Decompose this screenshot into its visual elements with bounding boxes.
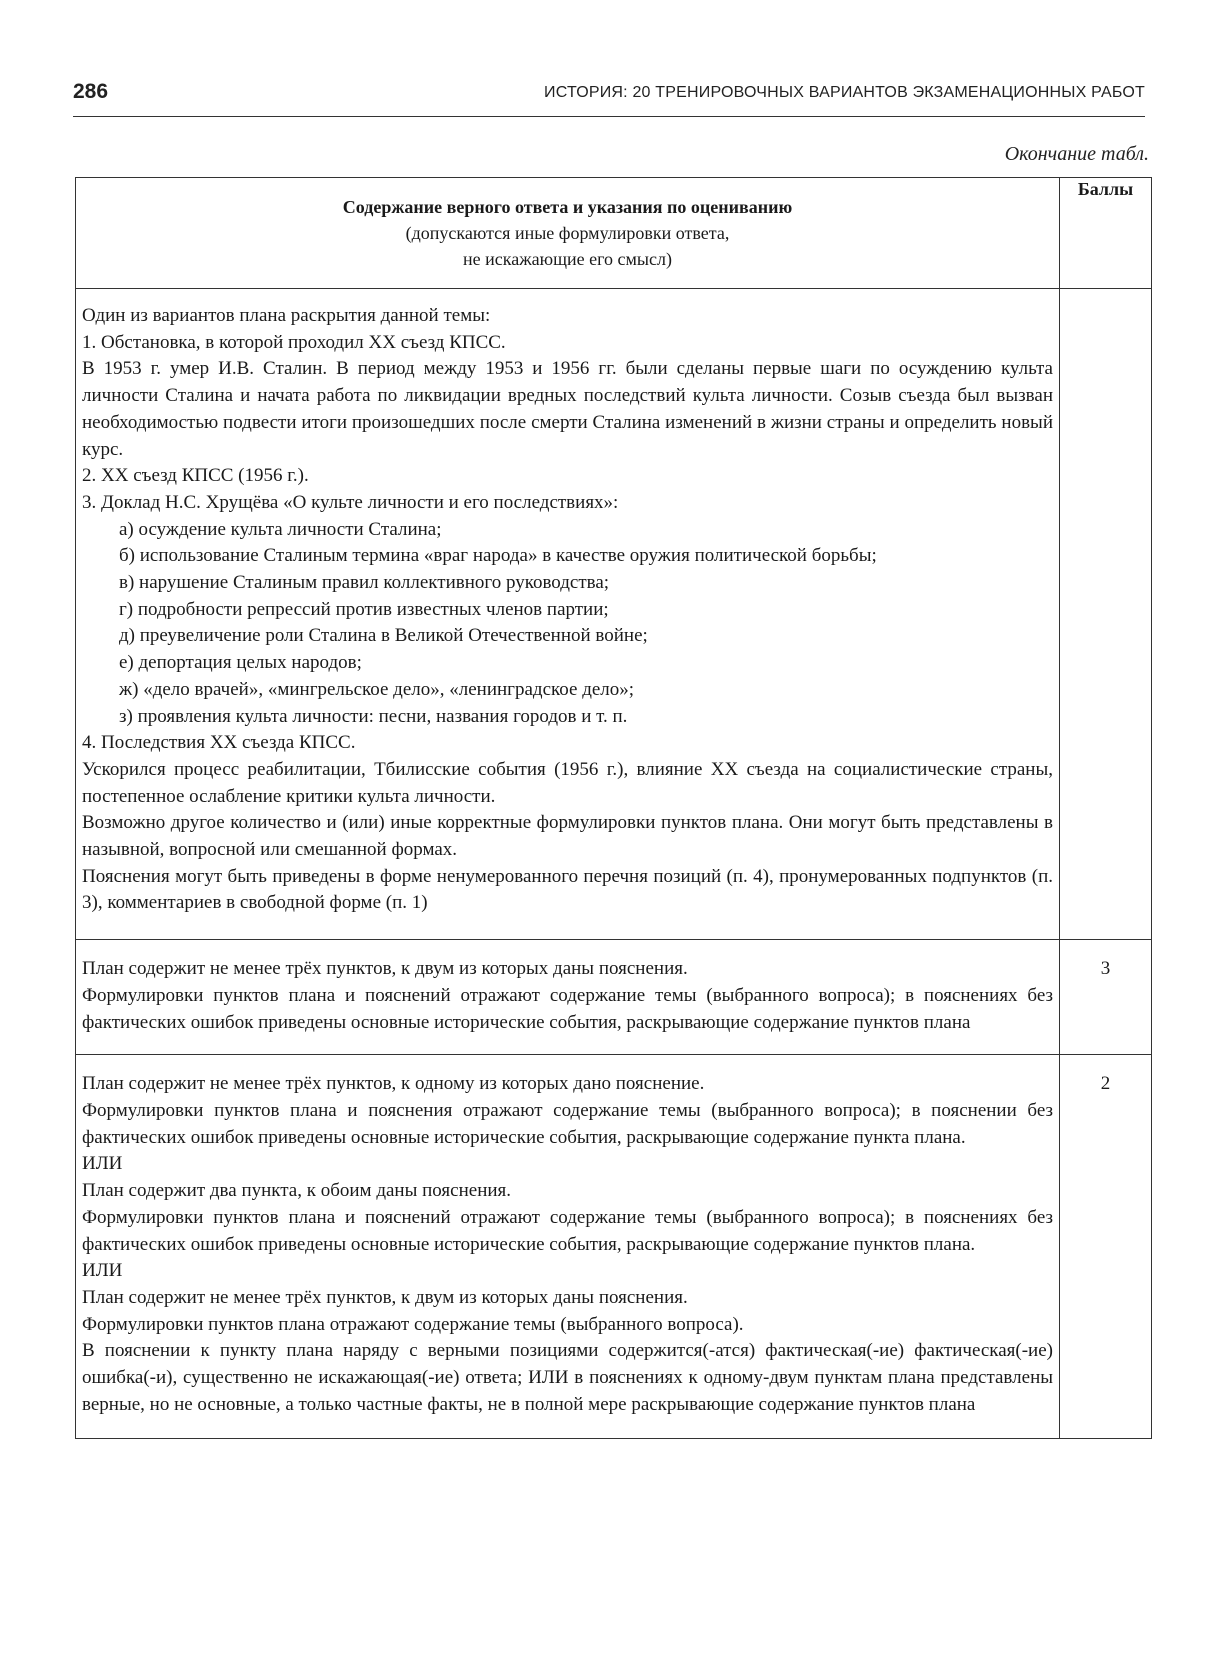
- criterion-or: ИЛИ: [82, 1153, 123, 1175]
- criterion-score: 2: [1060, 1055, 1152, 1439]
- criterion-line: Формулировки пунктов плана отражают содержание темы (выбранного вопроса).: [82, 1313, 744, 1335]
- table-caption: Окончание табл.: [1004, 143, 1149, 165]
- table-header-row: [76, 178, 1152, 289]
- header-subtitle-1: (допускаются иные формулировки ответа,: [405, 223, 730, 243]
- plan-subitem: з) проявления культа личности: песни, названия городов и т. п.: [119, 705, 628, 727]
- criterion-line: План содержит не менее трёх пунктов, к двум из которых даны пояснения.: [82, 1286, 688, 1308]
- criterion-line: В пояснении к пункту плана наряду с верными позициями содержится(-атся) фактическая(-ие) фактическая(-ие) ошибка(-и), существенно не искажающая(-ие) ответа; ИЛИ в пояснениях к одному-двум пунктам плана представлены верные, но не основные, а только частные факты, не в полной мере раскрывающие содержание пунктов плана: [82, 1340, 1053, 1415]
- plan-note-1: Возможно другое количество и (или) иные корректные формулировки пунктов плана. Они могут быть представлены в назывной, вопросной или смешанной формах.: [82, 812, 1053, 861]
- page-number: 286: [73, 80, 109, 103]
- score-column-header: Баллы: [1060, 178, 1152, 289]
- plan-note-2: Пояснения могут быть приведены в форме ненумерованного перечня позиций (п. 4), пронумерованных подпунктов (п. 3), комментариев в свободной форме (п. 1): [82, 865, 1053, 914]
- plan-subitem: д) преувеличение роли Сталина в Великой Отечественной войне;: [119, 625, 648, 647]
- plan-subitem: а) осуждение культа личности Сталина;: [119, 518, 442, 540]
- plan-subitem: б) использование Сталиным термина «враг народа» в качестве оружия политической борьбы;: [119, 545, 877, 567]
- content-column-header: [76, 178, 1060, 289]
- criterion-line: План содержит два пункта, к обоим даны пояснения.: [82, 1180, 512, 1202]
- header-title: Содержание верного ответа и указания по оцениванию: [342, 197, 793, 217]
- criterion-line: Формулировки пунктов плана и пояснения отражают содержание темы (выбранного вопроса); в пояснении без фактических ошибок приведены основные исторические события, раскрывающие содержание пункта плана.: [82, 1099, 1053, 1148]
- plan-subitem: ж) «дело врачей», «мингрельское дело», «ленинградское дело»;: [119, 678, 635, 700]
- plan-point-2-title: 2. XX съезд КПСС (1956 г.).: [82, 465, 309, 487]
- plan-point-4-title: 4. Последствия XX съезда КПСС.: [82, 732, 356, 754]
- plan-subitem: в) нарушение Сталиным правил коллективного руководства;: [119, 572, 610, 594]
- header-divider: [73, 116, 1145, 117]
- plan-intro: Один из вариантов плана раскрытия данной темы:: [82, 305, 491, 326]
- criterion-score: 3: [1060, 940, 1152, 1055]
- criterion-content: [76, 1055, 1060, 1439]
- criterion-row-2: [76, 1055, 1152, 1439]
- plan-point-1-text: В 1953 г. умер И.В. Сталин. В период между 1953 и 1956 гг. были сделаны первые шаги по осуждению культа личности Сталина и начата работа по ликвидации вредных последствий культа личности. Созыв съезда был вызван необходимостью подвести итоги произошедших после смерти Сталина изменений в жизни страны и определить новый курс.: [82, 358, 1053, 460]
- grading-table: [75, 177, 1152, 1439]
- criterion-row-3: [76, 940, 1152, 1055]
- criterion-line: План содержит не менее трёх пунктов, к двум из которых даны пояснения.: [82, 958, 688, 980]
- criterion-line: Формулировки пунктов плана и пояснений отражают содержание темы (выбранного вопроса); в пояснениях без фактических ошибок приведены основные исторические события, раскрывающие содержание пунктов плана: [82, 984, 1053, 1033]
- plan-subitem: г) подробности репрессий против известных членов партии;: [119, 598, 609, 620]
- criterion-content: [76, 940, 1060, 1055]
- plan-score: [1060, 289, 1152, 940]
- criterion-line: План содержит не менее трёх пунктов, к одному из которых дано пояснение.: [82, 1073, 705, 1095]
- plan-content: [76, 289, 1060, 940]
- criterion-line: Формулировки пунктов плана и пояснений отражают содержание темы (выбранного вопроса); в пояснениях без фактических ошибок приведены основные исторические события, раскрывающие содержание пунктов плана.: [82, 1206, 1053, 1255]
- plan-subitem: е) депортация целых народов;: [119, 652, 362, 674]
- plan-point-3-title: 3. Доклад Н.С. Хрущёва «О культе личности и его последствиях»:: [82, 491, 619, 513]
- plan-point-1-title: 1. Обстановка, в которой проходил XX съезд КПСС.: [82, 331, 506, 353]
- running-title: ИСТОРИЯ: 20 ТРЕНИРОВОЧНЫХ ВАРИАНТОВ ЭКЗАМЕНАЦИОННЫХ РАБОТ: [544, 84, 1145, 101]
- plan-row: [76, 289, 1152, 940]
- header-subtitle-2: не искажающие его смысл): [463, 249, 672, 269]
- criterion-or: ИЛИ: [82, 1260, 123, 1282]
- plan-point-4-text: Ускорился процесс реабилитации, Тбилисские события (1956 г.), влияние XX съезда на социалистические страны, постепенное ослабление критики культа личности.: [82, 758, 1053, 807]
